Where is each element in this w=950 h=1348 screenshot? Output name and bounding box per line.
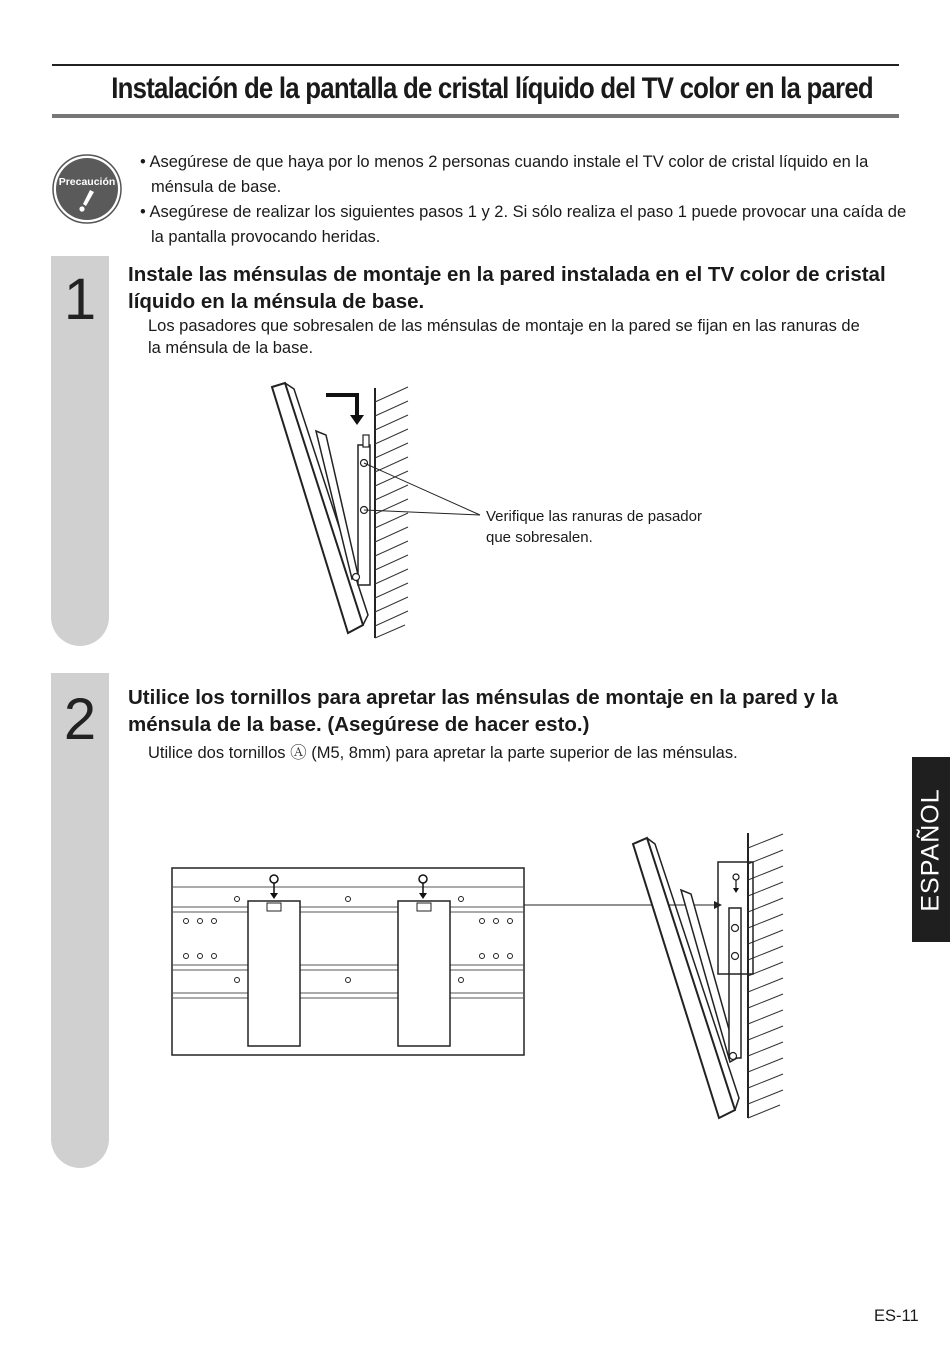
step-2-number: 2 — [63, 687, 97, 752]
step-1-number: 1 — [63, 267, 97, 332]
caution-list — [140, 150, 910, 250]
title-rule-top — [52, 64, 899, 66]
page-title: Instalación de la pantalla de cristal líquido del TV color en la pared — [111, 72, 873, 105]
language-tab — [912, 757, 950, 942]
title-rule-bottom — [52, 114, 899, 118]
step-2-side-diagram — [625, 828, 815, 1128]
caution-label: Precaución — [58, 176, 116, 188]
step-2-description: Utilice dos tornillos Ⓐ (M5, 8mm) para apretar la parte superior de las ménsulas. — [148, 744, 738, 762]
step-2-heading: Utilice los tornillos para apretar las ménsulas de montaje en la pared y la ménsula de la base. (Asegúrese de hacer esto.) — [128, 686, 838, 736]
step-1-diagram — [260, 375, 420, 645]
step-1-heading: Instale las ménsulas de montaje en la pared instalada en el TV color de cristal líquido en la ménsula de base. — [128, 263, 886, 313]
step-1-description: Los pasadores que sobresalen de las ménsulas de montaje en la pared se fijan en las ranuras de la ménsula de la base. — [148, 317, 860, 357]
step-1-callout: Verifique las ranuras de pasador que sobresalen. — [486, 508, 702, 546]
step-2-detail-diagram — [170, 865, 526, 1057]
language-tab-label: ESPAÑOL — [916, 787, 945, 912]
page-number: ES-11 — [874, 1307, 919, 1325]
caution-icon — [52, 154, 122, 224]
caution-item: • Asegúrese de que haya por lo menos 2 personas cuando instale el TV color de cristal líquido en la ménsula de base. — [140, 150, 910, 200]
caution-item: • Asegúrese de realizar los siguientes pasos 1 y 2. Si sólo realiza el paso 1 puede provocar una caída de la pantalla provocando heridas. — [140, 200, 910, 250]
